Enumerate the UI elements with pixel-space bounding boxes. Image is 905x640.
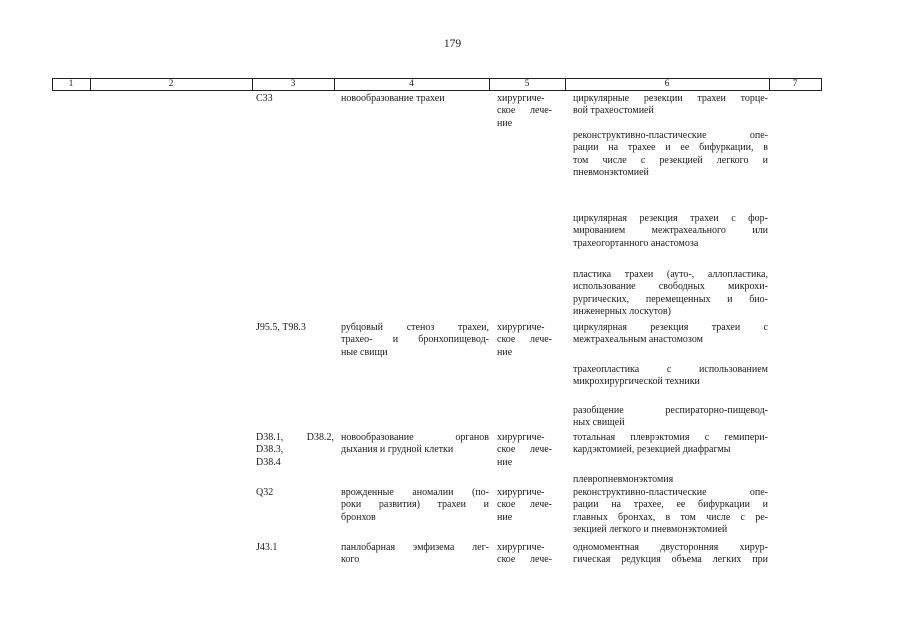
condition-text: рубцовый стеноз трахеи, трахео- и бронхопищевод- ные свищи — [341, 322, 489, 358]
page-number: 179 — [443, 38, 462, 50]
condition-text: врожденные аномалии (по- роки развития) трахеи и бронхов — [341, 487, 489, 523]
method-item: пластика трахеи (ауто-, аллопластика, использование свободных микрохи- рургических, перемещенных и био- инженерных лоскутов) — [573, 269, 768, 317]
diagnosis-code: D38.1, D38.2, D38.3, D38.4 — [256, 432, 334, 468]
treatment-type: хирургиче- ское лече- ние — [497, 322, 552, 358]
column-header-6: 6 — [664, 79, 670, 89]
condition-text: новообразование трахеи — [341, 93, 445, 104]
column-header-1: 1 — [68, 79, 74, 89]
method-item: реконструктивно-пластические опе- рации на трахее и ее бифуркации, в том числе с резекцией легкого и пневмонэктомией — [573, 130, 768, 178]
column-header-4: 4 — [409, 79, 414, 89]
method-item: тотальная плеврэктомия с гемипери- кардэктомией, резекцией диафрагмы — [573, 432, 768, 456]
treatment-type: хирургиче- ское лече- ние — [497, 432, 552, 468]
method-item: разобщение респираторно-пищевод- ных свищей — [573, 405, 768, 429]
condition-text: новообразование органов дыхания и грудной клетки — [341, 432, 489, 456]
treatment-type: хирургиче- ское лече- — [497, 542, 552, 566]
column-header-2: 2 — [168, 79, 174, 89]
method-item: одномоментная двусторонняя хирур- гическая редукция объема легких при — [573, 542, 768, 566]
treatment-type: хирургиче- ское лече- ние — [497, 487, 552, 523]
method-item: циркулярные резекции трахеи торце- вой трахеостомией — [573, 93, 768, 117]
column-header-5: 5 — [524, 79, 530, 89]
method-item: циркулярная резекция трахеи с фор- мированием межтрахеального или трахеогортанного анастомоза — [573, 213, 768, 249]
diagnosis-code: J43.1 — [256, 542, 278, 553]
method-item: трахеопластика с использованием микрохирургической техники — [573, 364, 768, 388]
method-item: реконструктивно-пластические опе- рации на трахее, ее бифуркации и главных бронхах, в том числе с ре- зекцией легкого и пневмонэктомией — [573, 487, 768, 535]
method-item: циркулярная резекция трахеи с межтрахеальным анастомозом — [573, 322, 768, 346]
column-header-row — [52, 78, 822, 91]
condition-text: панлобарная эмфизема лег- кого — [341, 542, 489, 566]
diagnosis-code: Q32 — [256, 487, 274, 498]
treatment-type: хирургиче- ское лече- ние — [497, 93, 552, 129]
header-divider — [821, 79, 822, 90]
method-item: плевропневмонэктомия — [573, 474, 674, 485]
diagnosis-code: C33 — [256, 93, 273, 104]
diagnosis-code: J95.5, T98.3 — [256, 322, 306, 333]
column-header-7: 7 — [792, 79, 798, 89]
column-header-3: 3 — [290, 79, 296, 89]
